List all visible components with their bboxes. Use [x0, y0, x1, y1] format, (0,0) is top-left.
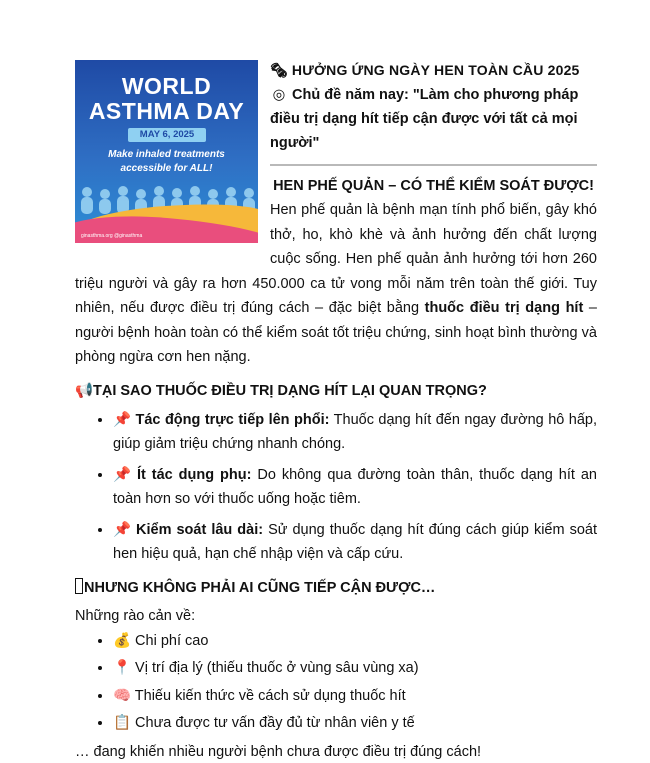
- poster-tagline: Make inhaled treatments accessible for ALL!: [108, 149, 225, 174]
- world-asthma-day-poster: [75, 60, 258, 243]
- why-list: [75, 408, 597, 567]
- warning-icon: [75, 578, 83, 594]
- document-page: [75, 58, 597, 763]
- event-title: 🗞 HƯỞNG ỨNG NGÀY HEN TOÀN CẦU 2025: [75, 58, 597, 83]
- newspaper-icon: 🗞: [270, 63, 288, 79]
- brain-icon: 🧠: [113, 687, 132, 704]
- barriers-list: [75, 631, 597, 734]
- pushpin-icon: 📌: [113, 466, 132, 483]
- theme-line: ◎ Chủ đề năm nay: "Làm cho phương pháp điều trị dạng hít tiếp cận được với tất cả mọi người": [75, 83, 597, 155]
- poster-footer: ginasthma.org @ginasthma: [81, 233, 143, 239]
- intro-paragraph: Hen phế quản là bệnh mạn tính phổ biến, gây khó thở, ho, khò khè và ảnh hưởng đến chất lượng cuộc sống. Hen phế quản ảnh hưởng tới hơn 260 triệu người và gây ra hơn 450.000 ca tử vong mỗi năm trên toàn thế giới. Tuy nhiên, nếu được điều trị đúng cách – đặc biệt bằng thuốc điều trị dạng hít – người bệnh hoàn toàn có thể kiểm soát tốt triệu chứng, sinh hoạt bình thường và phòng ngừa cơn hen nặng.: [75, 202, 597, 365]
- location-pin-icon: 📍: [113, 660, 132, 676]
- poster-title: WORLD ASTHMA DAY: [88, 73, 245, 124]
- money-bag-icon: 💰: [113, 632, 132, 649]
- pushpin-icon: 📌: [113, 411, 132, 428]
- target-icon: ◎: [272, 87, 286, 103]
- section-heading-why: 📢TẠI SAO THUỐC ĐIỀU TRỊ DẠNG HÍT LẠI QUAN TRỌNG?: [75, 380, 597, 402]
- section-heading-barriers: NHƯNG KHÔNG PHẢI AI CŨNG TIẾP CẬN ĐƯỢC…: [75, 577, 597, 599]
- list-item: • 🧠 Thiếu kiến thức về cách sử dụng thuốc hít: [113, 686, 597, 706]
- list-item: • 💰 Chi phí cao: [113, 631, 597, 651]
- list-item: • 📍 Vị trí địa lý (thiếu thuốc ở vùng sâu vùng xa): [113, 658, 597, 678]
- clipboard-icon: 📋: [113, 715, 132, 731]
- list-item: • 📌 Ít tác dụng phụ: Do không qua đường toàn thân, thuốc dạng hít an toàn hơn so với thuốc uống hoặc tiêm.: [113, 463, 597, 512]
- megaphone-icon: 📢: [75, 382, 94, 399]
- list-item: • 📋 Chưa được tư vấn đầy đủ từ nhân viên y tế: [113, 713, 597, 733]
- list-item: • 📌 Tác động trực tiếp lên phổi: Thuốc dạng hít đến ngay đường hô hấp, giúp giảm triệu chứng nhanh chóng.: [113, 408, 597, 457]
- section-heading-controllable: HEN PHẾ QUẢN – CÓ THỂ KIỂM SOÁT ĐƯỢC!: [273, 178, 594, 194]
- poster-date: MAY 6, 2025: [128, 128, 206, 142]
- barriers-intro: Những rào cản về:: [75, 607, 196, 624]
- list-item: • 📌 Kiểm soát lâu dài: Sử dụng thuốc dạng hít đúng cách giúp kiểm soát hen hiệu quả, hạn chế nhập viện và cấp cứu.: [113, 518, 597, 567]
- divider: [270, 164, 597, 166]
- pushpin-icon: 📌: [113, 521, 132, 538]
- closing-line: … đang khiến nhiều người bệnh chưa được điều trị đúng cách!: [75, 743, 482, 760]
